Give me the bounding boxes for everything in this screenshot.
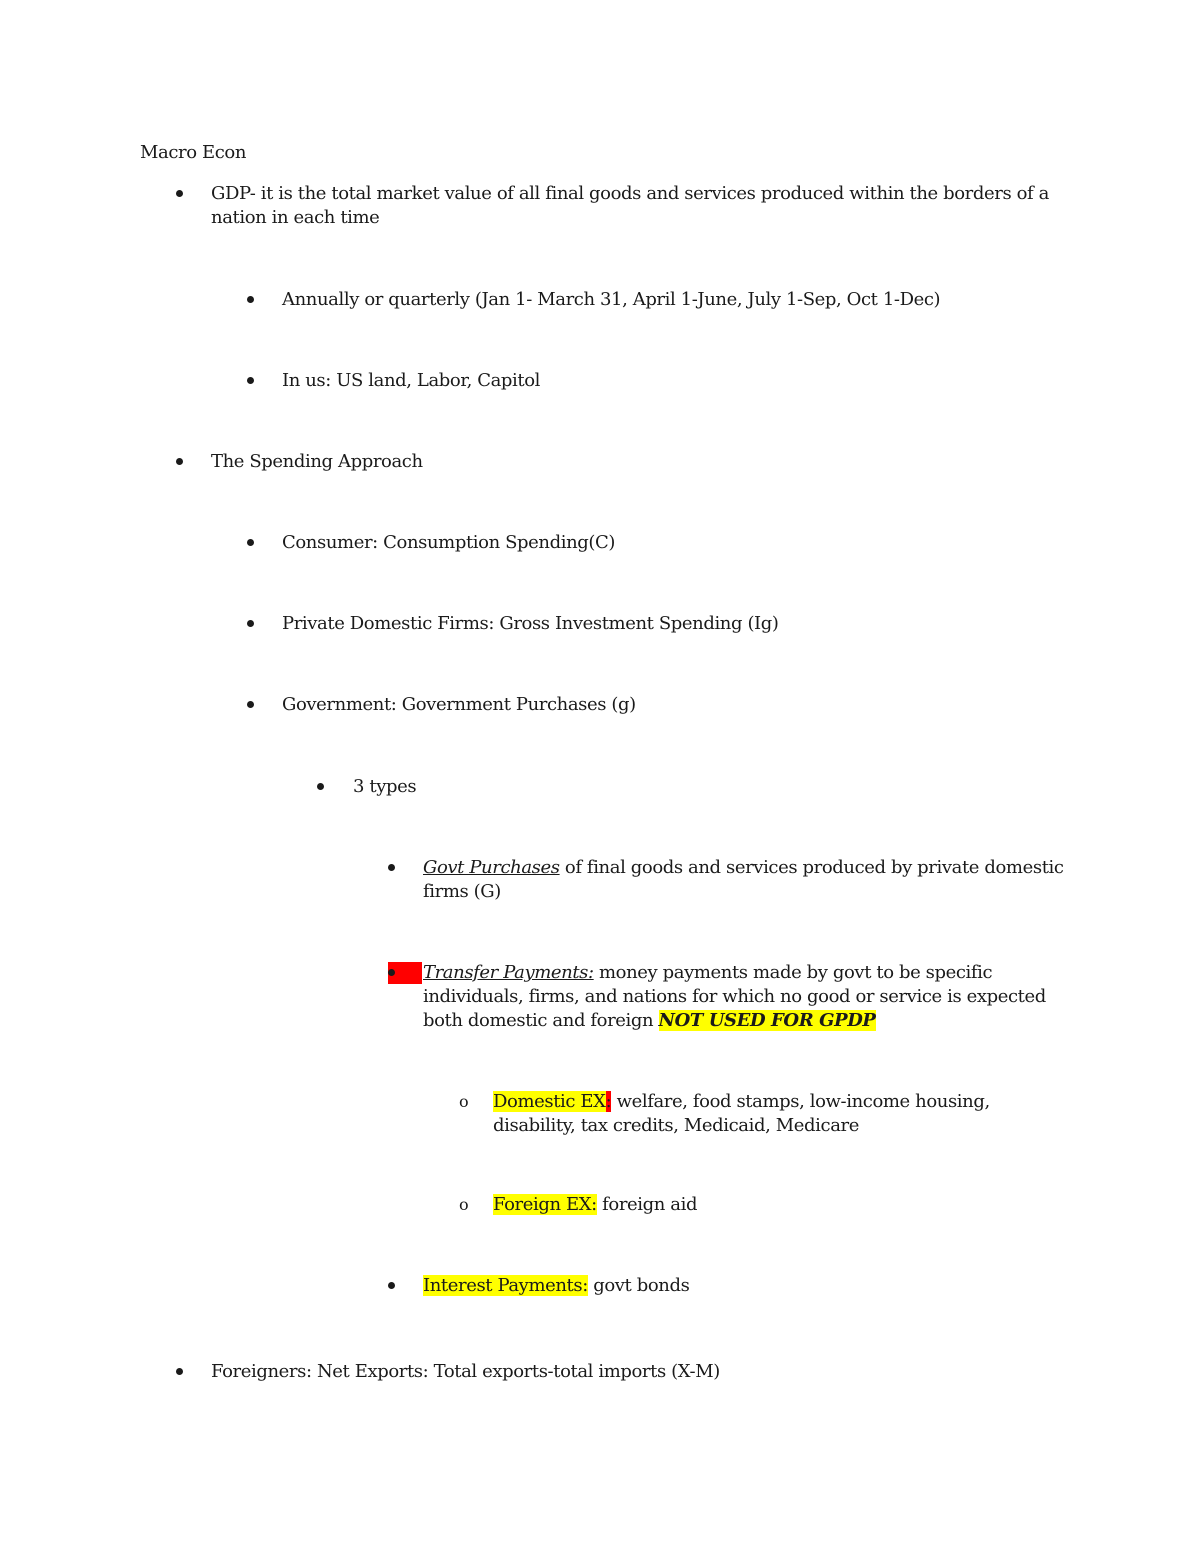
govt-purchases-line-2: firms (G) (423, 881, 501, 902)
interest-text: govt bonds (587, 1275, 690, 1296)
bullet (247, 539, 254, 546)
three-types-item: 3 types (353, 776, 417, 797)
foreign-ex-text: foreign aid (596, 1194, 698, 1215)
govt-purchases-text: of final goods and services produced by private domestic (559, 857, 1064, 878)
bullet (247, 296, 254, 303)
bullet (317, 783, 324, 790)
transfer-label: Transfer Payments: (423, 962, 594, 983)
domestic-ex-line-1 (493, 1090, 990, 1114)
bullet (247, 701, 254, 708)
govt-purchases-label: Govt Purchases (423, 857, 560, 878)
annually-item: Annually or quarterly (Jan 1- March 31, April 1-June, July 1-Sep, Oct 1-Dec) (282, 289, 941, 310)
foreign-ex-label: Foreign EX: (493, 1194, 597, 1215)
transfer-line-3 (423, 1009, 876, 1033)
consumer-item: Consumer: Consumption Spending(C) (282, 532, 616, 553)
gdp-line-2: nation in each time (211, 207, 380, 228)
transfer-line-3-text: both domestic and foreign (423, 1010, 659, 1031)
bullet (388, 1282, 395, 1289)
government-item: Government: Government Purchases (g) (282, 694, 636, 715)
hollow-bullet: o (459, 1092, 469, 1111)
hollow-bullet: o (459, 1195, 469, 1214)
spending-approach-item: The Spending Approach (211, 451, 423, 472)
domestic-ex-label: Domestic EX (493, 1091, 606, 1112)
bullet (388, 864, 395, 871)
in-us-item: In us: US land, Labor, Capitol (282, 370, 541, 391)
bullet (388, 969, 395, 976)
bullet (247, 620, 254, 627)
bullet (176, 1368, 183, 1375)
gdp-line-1: GDP- it is the total market value of all final goods and services produced within the borders of a (211, 183, 1049, 204)
govt-purchases-line-1 (423, 856, 1064, 880)
foreign-ex-line (493, 1193, 697, 1217)
foreigners-item: Foreigners: Net Exports: Total exports-total imports (X-M) (211, 1361, 720, 1382)
interest-label: Interest Payments: (423, 1275, 588, 1296)
bullet (247, 377, 254, 384)
bullet (176, 190, 183, 197)
document-title: Macro Econ (140, 142, 247, 163)
domestic-ex-line-2: disability, tax credits, Medicaid, Medicare (493, 1115, 859, 1136)
not-used-emphasis: NOT USED FOR GPDP (658, 1010, 876, 1031)
private-firms-item: Private Domestic Firms: Gross Investment Spending (Ig) (282, 613, 779, 634)
transfer-line-1 (423, 961, 992, 985)
bullet (176, 458, 183, 465)
transfer-line-2: individuals, firms, and nations for which no good or service is expected (423, 986, 1046, 1007)
transfer-text: money payments made by govt to be specific (593, 962, 993, 983)
domestic-ex-colon: : (605, 1091, 612, 1112)
interest-line (423, 1274, 689, 1298)
domestic-ex-text: welfare, food stamps, low-income housing, (611, 1091, 990, 1112)
